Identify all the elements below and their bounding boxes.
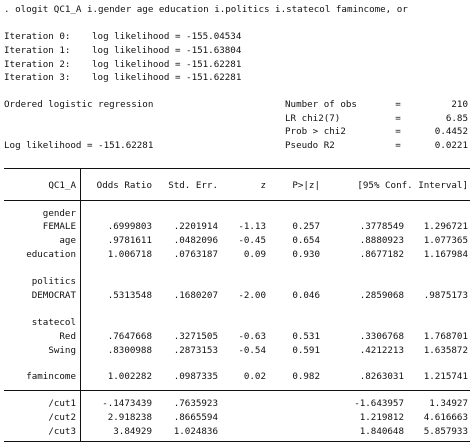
cell-odds-ratio: .6999803 [107,221,152,232]
header-p: P>|z| [292,180,320,191]
summary-value: 0.4452 [434,126,468,137]
cell-ci-high: 1.34927 [429,398,468,409]
cell-p: 0.654 [292,235,320,246]
cell-p: 0.046 [292,290,320,301]
row-name: Red [59,331,76,342]
cell-ci-low: .8263031 [359,371,404,382]
row-name: /cut2 [48,412,76,423]
iteration-label: Iteration 1: [4,45,71,56]
iteration-label: Iteration 3: [4,72,71,83]
iteration-stat: log likelihood = -151.62281 [92,72,242,83]
cell-odds-ratio: 1.002282 [107,371,152,382]
cell-ci-low: .8880923 [359,235,404,246]
summary-label: Prob > chi2 [285,126,346,137]
row-name: age [59,235,76,246]
table-top-rule [4,168,470,169]
cell-odds-ratio: 2.918238 [107,412,152,423]
cell-std-err: .0987335 [173,371,218,382]
header-z: z [260,180,266,191]
cell-ci-high: 4.616663 [423,412,468,423]
cell-p: 0.930 [292,249,320,260]
cell-ci-high: 1.167984 [423,249,468,260]
group-label-politics: politics [31,276,76,287]
summary-value: 6.85 [445,113,468,124]
row-name: FEMALE [42,221,76,232]
cell-odds-ratio: .8300988 [107,345,152,356]
summary-eq: = [395,140,401,151]
command-line: . ologit QC1_A i.gender age education i.politics i.statecol famincome, or [4,4,408,15]
row-name: /cut1 [48,398,76,409]
cell-ci-low: 1.219812 [359,412,404,423]
cell-z: 0.09 [243,249,266,260]
cell-z: -1.13 [238,221,266,232]
cell-std-err: .2873153 [173,345,218,356]
cell-std-err: .8665594 [173,412,218,423]
cell-odds-ratio: .9781611 [107,235,152,246]
header-odds-ratio: Odds Ratio [96,180,152,191]
summary-value: 210 [451,99,468,110]
header-std-err: Std. Err. [168,180,218,191]
cell-ci-high: 1.077365 [423,235,468,246]
summary-eq: = [395,113,401,124]
cell-ci-low: .8677182 [359,249,404,260]
cell-ci-low: .3778549 [359,221,404,232]
header-depvar: QC1_A [48,180,76,191]
cell-ci-high: 1.635872 [423,345,468,356]
summary-label: Number of obs [285,99,357,110]
group-label-gender: gender [42,208,76,219]
iteration-stat: log likelihood = -155.04534 [92,31,242,42]
cell-z: -2.00 [238,290,266,301]
cell-p: 0.982 [292,371,320,382]
cell-odds-ratio: -.1473439 [102,398,152,409]
cell-ci-low: 1.840648 [359,426,404,437]
table-vertical-rule [80,168,81,441]
cell-std-err: .0763187 [173,249,218,260]
cell-ci-low: .2859068 [359,290,404,301]
cell-p: 0.257 [292,221,320,232]
model-title: Ordered logistic regression [4,99,154,110]
cell-ci-low: .3306768 [359,331,404,342]
row-name: DEMOCRAT [31,290,76,301]
cell-ci-high: .9875173 [423,290,468,301]
summary-label: Pseudo R2 [285,140,335,151]
cell-std-err: .3271505 [173,331,218,342]
cell-ci-high: 1.296721 [423,221,468,232]
cell-std-err: .0482096 [173,235,218,246]
cell-std-err: .1680207 [173,290,218,301]
cell-ci-low: .4212213 [359,345,404,356]
cell-std-err: .2201914 [173,221,218,232]
log-likelihood: Log likelihood = -151.62281 [4,140,154,151]
table-cuts-rule [4,390,470,391]
iteration-label: Iteration 0: [4,31,71,42]
row-name: /cut3 [48,426,76,437]
cell-z: 0.02 [243,371,266,382]
cell-odds-ratio: .5313548 [107,290,152,301]
cell-std-err: 1.024836 [173,426,218,437]
row-name: famincome [26,371,76,382]
cell-p: 0.531 [292,331,320,342]
cell-odds-ratio: .7647668 [107,331,152,342]
summary-value: 0.0221 [434,140,468,151]
table-header-rule [4,200,470,201]
row-name: education [26,249,76,260]
cell-ci-high: 1.215741 [423,371,468,382]
cell-ci-low: -1.643957 [354,398,404,409]
iteration-stat: log likelihood = -151.62281 [92,59,242,70]
cell-std-err: .7635923 [173,398,218,409]
row-name: Swing [48,345,76,356]
cell-ci-high: 1.768701 [423,331,468,342]
summary-eq: = [395,99,401,110]
table-bottom-rule [4,441,470,442]
iteration-stat: log likelihood = -151.63804 [92,45,242,56]
cell-z: -0.63 [238,331,266,342]
header-conf-interval: [95% Conf. Interval] [357,180,468,191]
cell-odds-ratio: 1.006718 [107,249,152,260]
summary-eq: = [395,126,401,137]
iteration-label: Iteration 2: [4,59,71,70]
cell-z: -0.54 [238,345,266,356]
cell-p: 0.591 [292,345,320,356]
cell-odds-ratio: 3.84929 [113,426,152,437]
group-label-statecol: statecol [31,317,76,328]
cell-z: -0.45 [238,235,266,246]
cell-ci-high: 5.857933 [423,426,468,437]
summary-label: LR chi2(7) [285,113,341,124]
